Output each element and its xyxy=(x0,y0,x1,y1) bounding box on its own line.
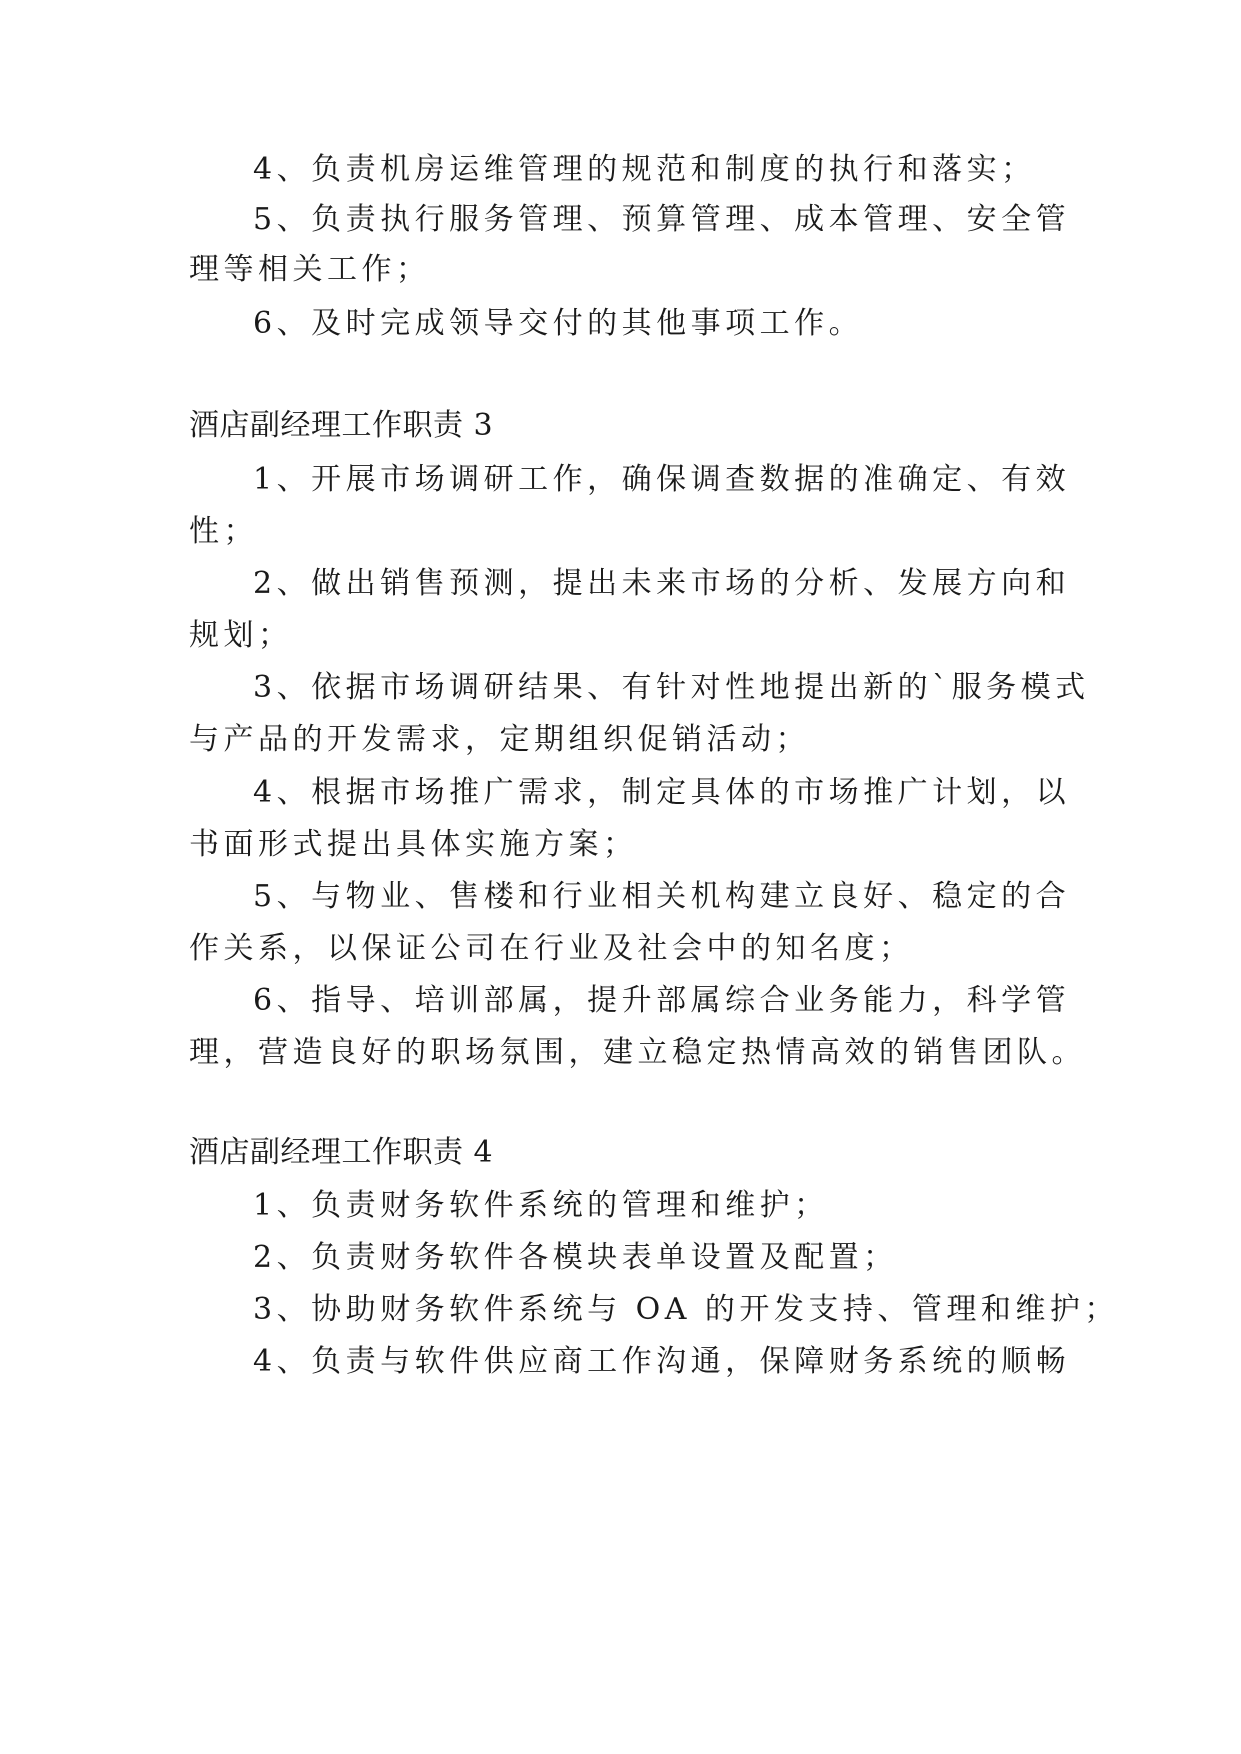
paragraph-line: 与产品的开发需求，定期组织促销活动； xyxy=(189,722,810,757)
paragraph-line: 书面形式提出具体实施方案； xyxy=(189,827,638,862)
paragraph-line: 2、做出销售预测，提出未来市场的分析、发展方向和 xyxy=(253,566,1071,601)
paragraph-line: 理，营造良好的职场氛围，建立稳定热情高效的销售团队。 xyxy=(189,1035,1086,1070)
paragraph-line: 4、根据市场推广需求，制定具体的市场推广计划，以 xyxy=(253,775,1071,810)
paragraph-line: 性； xyxy=(189,514,258,549)
paragraph-line: 规划； xyxy=(189,618,293,653)
paragraph-line: 3、依据市场调研结果、有针对性地提出新的`服务模式 xyxy=(253,670,1090,705)
paragraph-line: 4、负责与软件供应商工作沟通，保障财务系统的顺畅 xyxy=(253,1344,1071,1379)
paragraph-line: 1、开展市场调研工作，确保调查数据的准确定、有效 xyxy=(253,462,1071,497)
paragraph-line: 理等相关工作； xyxy=(189,252,431,287)
paragraph-line: 5、与物业、售楼和行业相关机构建立良好、稳定的合 xyxy=(253,879,1071,914)
section-heading: 酒店副经理工作职责 3 xyxy=(189,408,494,443)
paragraph-line: 2、负责财务软件各模块表单设置及配置； xyxy=(253,1240,898,1275)
section-heading: 酒店副经理工作职责 4 xyxy=(189,1135,494,1170)
paragraph-line: 4、负责机房运维管理的规范和制度的执行和落实； xyxy=(253,152,1036,187)
paragraph-line: 作关系，以保证公司在行业及社会中的知名度； xyxy=(189,931,914,966)
paragraph-line: 3、协助财务软件系统与 OA 的开发支持、管理和维护； xyxy=(253,1292,1119,1327)
paragraph-line: 6、及时完成领导交付的其他事项工作。 xyxy=(253,306,864,341)
paragraph-line: 1、负责财务软件系统的管理和维护； xyxy=(253,1188,829,1223)
paragraph-line: 6、指导、培训部属，提升部属综合业务能力，科学管 xyxy=(253,983,1071,1018)
paragraph-line: 5、负责执行服务管理、预算管理、成本管理、安全管 xyxy=(253,202,1071,237)
